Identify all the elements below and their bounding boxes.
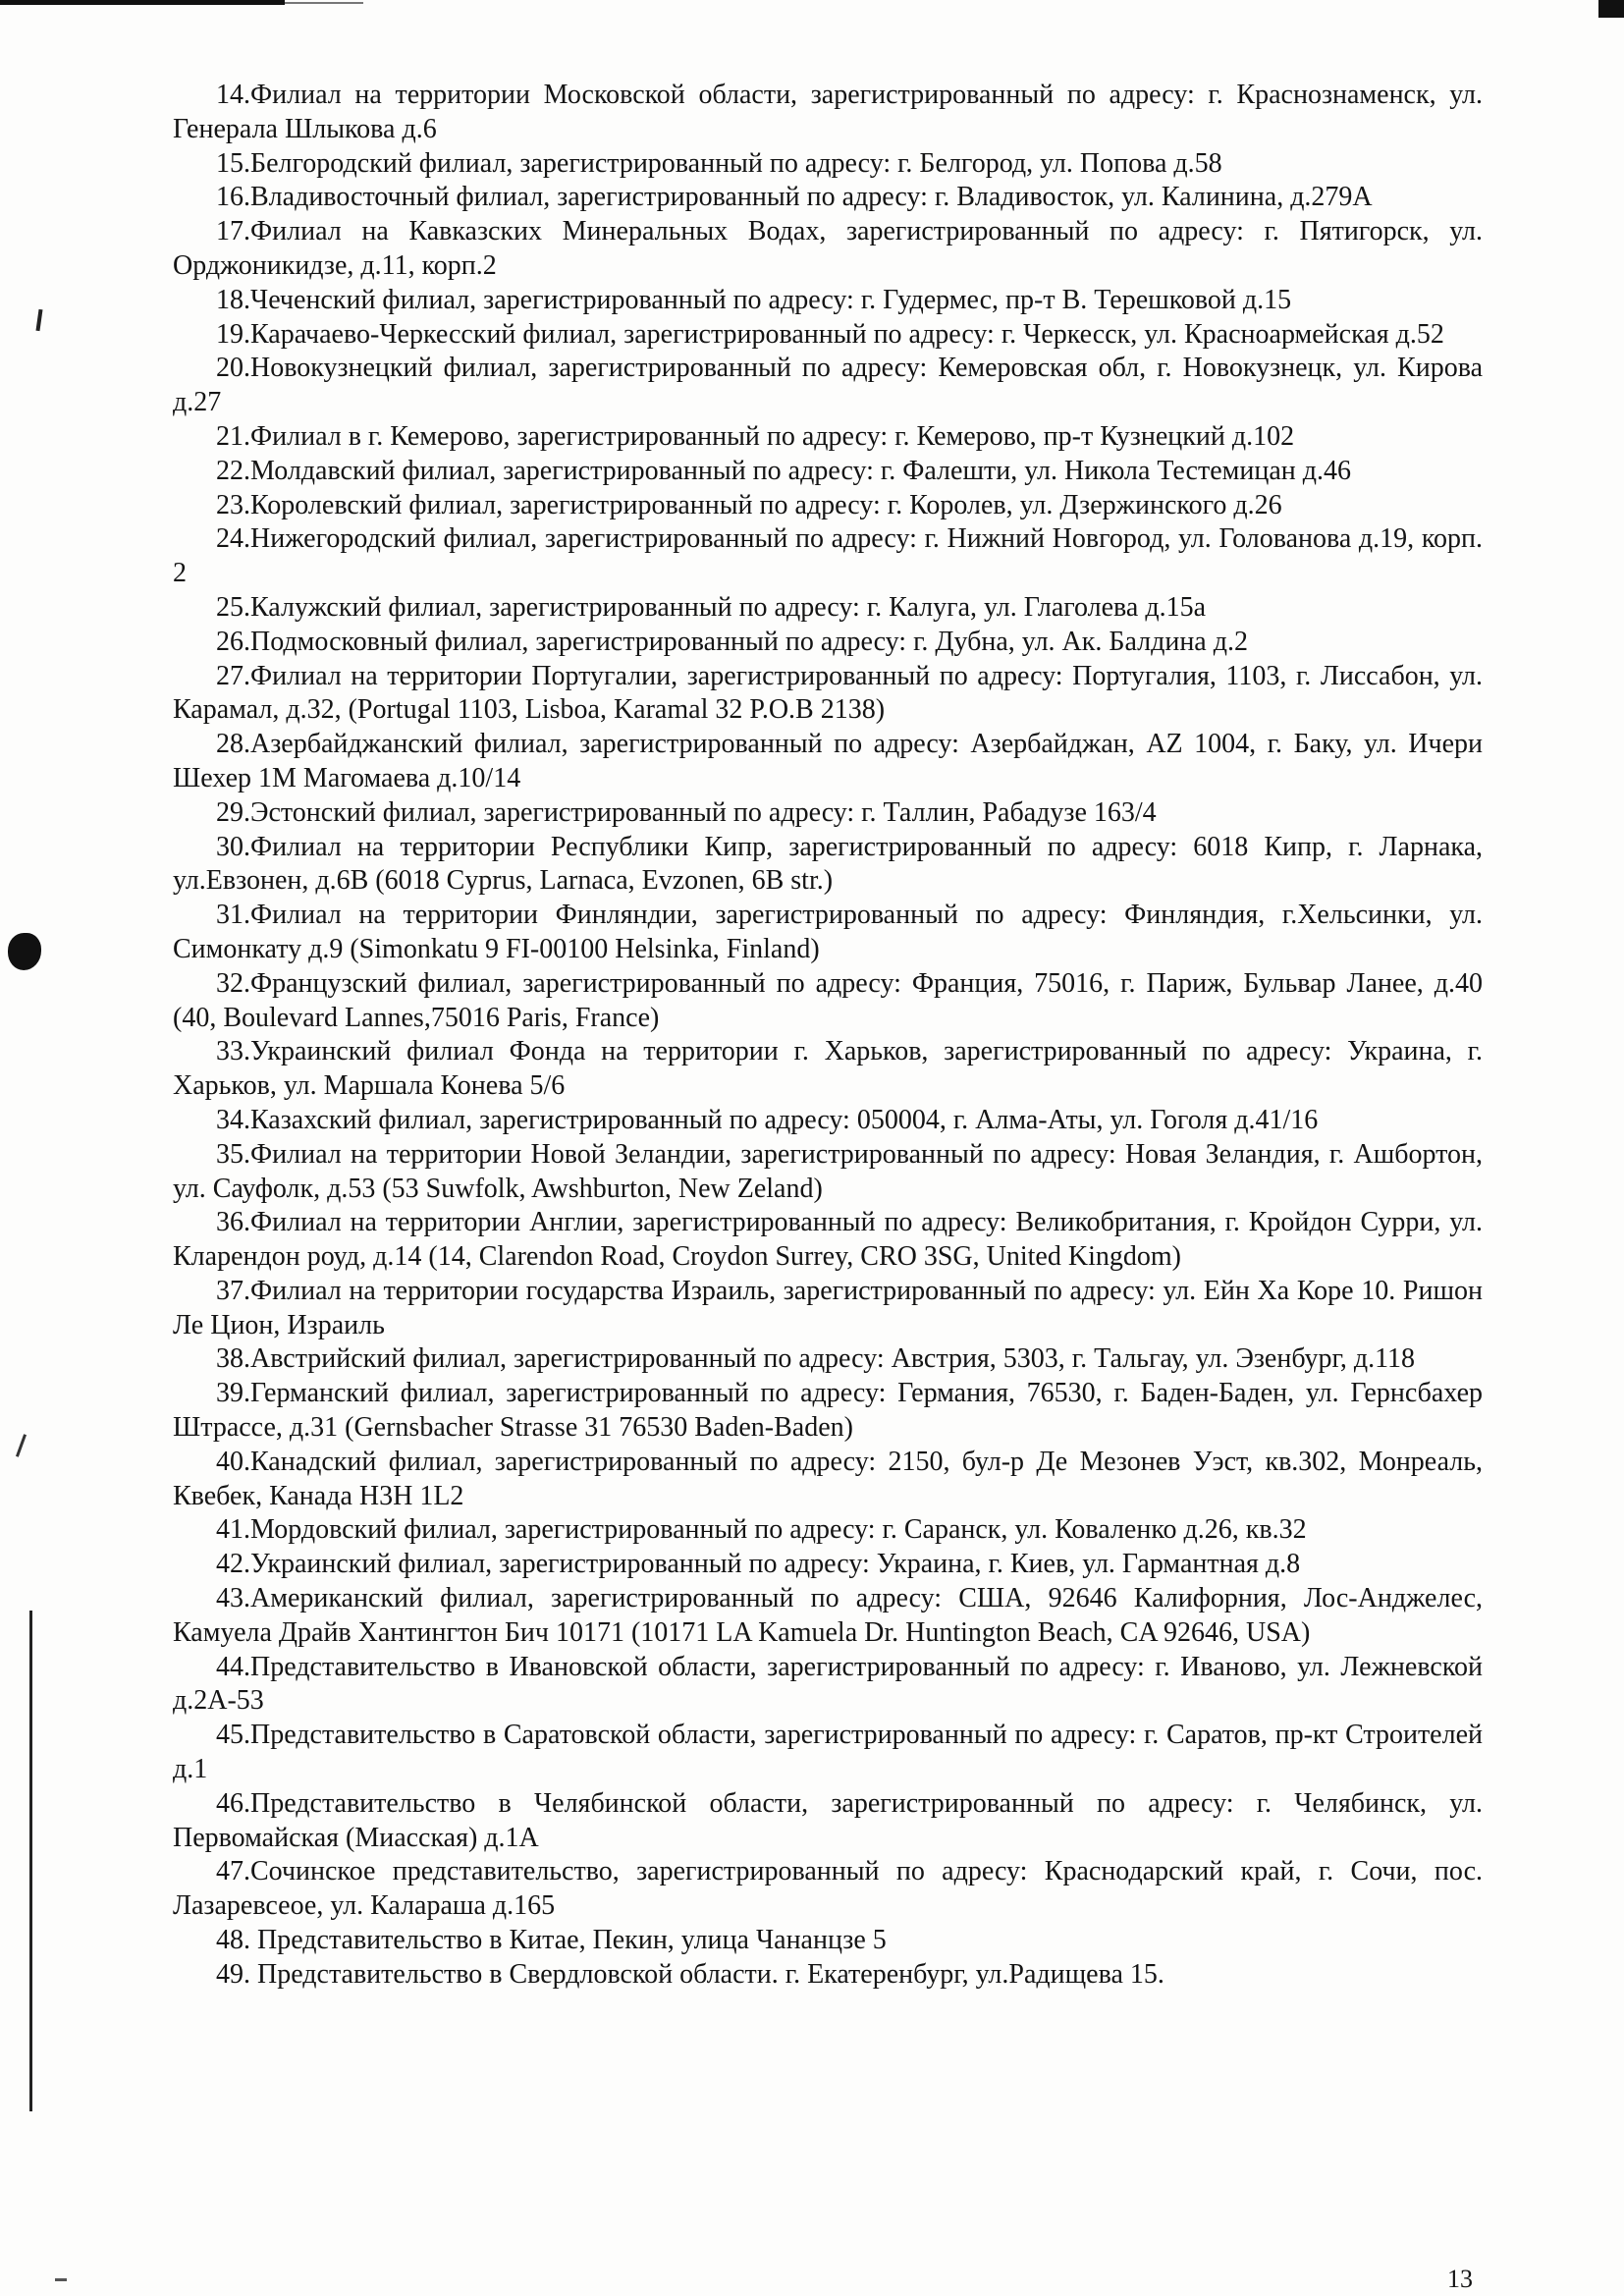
list-item: 38.Австрийский филиал, зарегистрированный по адресу: Австрия, 5303, г. Тальгау, ул. Эзенбург, д.118 <box>216 1343 1416 1375</box>
scan-corner-mark <box>1598 0 1624 18</box>
list-item: 45.Представительство в Саратовской области, зарегистрированный по адресу: г. Саратов, пр-кт Строителей д.1 <box>173 1720 1483 1785</box>
list-item: 31.Филиал на территории Финляндии, зарегистрированный по адресу: Финляндия, г.Хельсинки, ул. Симонкату д.9 (Simonkatu 9 FI-00100 Helsinka, Finland) <box>173 900 1483 964</box>
scan-margin-mark <box>55 2278 67 2281</box>
list-item: 44.Представительство в Ивановской области, зарегистрированный по адресу: г. Иваново, ул. Лежневской д.2А-53 <box>173 1651 1483 1717</box>
scan-top-rule <box>0 0 285 5</box>
list-item: 37.Филиал на территории государства Израиль, зарегистрированный по адресу: ул. Ейн Ха Коре 10. Ришон Ле Цион, Израиль <box>173 1275 1483 1340</box>
list-item: 24.Нижегородский филиал, зарегистрированный по адресу: г. Нижний Новгород, ул. Голованова д.19, корп. 2 <box>173 523 1483 589</box>
list-item: 47.Сочинское представительство, зарегистрированный по адресу: Краснодарский край, г. Сочи, пос. Лазаревсеое, ул. Калараша д.165 <box>173 1856 1483 1922</box>
list-item: 29.Эстонский филиал, зарегистрированный по адресу: г. Таллин, Рабадузе 163/4 <box>216 796 1157 828</box>
list-item: 39.Германский филиал, зарегистрированный по адресу: Германия, 76530, г. Баден-Баден, ул. Гернсбахер Штрассе, д.31 (Gernsbacher Strasse 31 76530 Baden-Baden) <box>173 1378 1483 1444</box>
scan-top-rule-tail <box>285 2 363 4</box>
list-item: 23.Королевский филиал, зарегистрированный по адресу: г. Королев, ул. Дзержинского д.26 <box>216 489 1282 520</box>
list-item: 19.Карачаево-Черкесский филиал, зарегистрированный по адресу: г. Черкесск, ул. Красноармейская д.52 <box>216 318 1444 350</box>
list-item: 18.Чеченский филиал, зарегистрированный по адресу: г. Гудермес, пр-т В. Терешковой д.15 <box>216 284 1292 315</box>
list-item: 49. Представительство в Свердловской области. г. Екатеренбург, ул.Радищева 15. <box>216 1958 1164 1990</box>
hole-punch-mark <box>8 933 41 970</box>
list-item: 48. Представительство в Китае, Пекин, улица Чананцзе 5 <box>216 1925 887 1956</box>
list-item: 27.Филиал на территории Португалии, зарегистрированный по адресу: Португалия, 1103, г. Лиссабон, ул. Карамал, д.32, (Portugal 1103, Lisboa, Karamal 32 P.O.B 2138) <box>173 660 1483 726</box>
list-item: 40.Канадский филиал, зарегистрированный по адресу: 2150, бул-р Де Мезонев Уэст, кв.302, Монреаль, Квебек, Канада H3H 1L2 <box>173 1446 1483 1511</box>
list-item: 15.Белгородский филиал, зарегистрированный по адресу: г. Белгород, ул. Попова д.58 <box>216 147 1222 179</box>
branch-list <box>173 79 1483 1993</box>
scan-margin-line <box>29 1611 32 2111</box>
scan-margin-mark <box>16 1434 27 1457</box>
list-item: 42.Украинский филиал, зарегистрированный по адресу: Украина, г. Киев, ул. Гармантная д.8 <box>216 1549 1301 1580</box>
list-item: 14.Филиал на территории Московской области, зарегистрированный по адресу: г. Краснознаменск, ул. Генерала Шлыкова д.6 <box>173 80 1483 144</box>
page-number: 13 <box>1447 2265 1473 2293</box>
list-item: 30.Филиал на территории Республики Кипр, зарегистрированный по адресу: 6018 Кипр, г. Ларнака, ул.Евзонен, д.6В (6018 Cyprus, Larnaca, Evzonen, 6B str.) <box>173 831 1483 897</box>
list-item: 34.Казахский филиал, зарегистрированный по адресу: 050004, г. Алма-Аты, ул. Гоголя д.41/16 <box>216 1104 1319 1135</box>
list-item: 20.Новокузнецкий филиал, зарегистрированный по адресу: Кемеровская обл, г. Новокузнецк, ул. Кирова д.27 <box>173 353 1483 418</box>
list-item: 21.Филиал в г. Кемерово, зарегистрированный по адресу: г. Кемерово, пр-т Кузнецкий д.102 <box>216 420 1295 452</box>
list-item: 16.Владивосточный филиал, зарегистрированный по адресу: г. Владивосток, ул. Калинина, д.279А <box>216 182 1373 213</box>
list-item: 41.Мордовский филиал, зарегистрированный по адресу: г. Саранск, ул. Коваленко д.26, кв.32 <box>216 1514 1307 1546</box>
list-item: 22.Молдавский филиал, зарегистрированный по адресу: г. Фалешти, ул. Никола Тестемицан д.46 <box>216 455 1351 486</box>
list-item: 33.Украинский филиал Фонда на территории г. Харьков, зарегистрированный по адресу: Украина, г. Харьков, ул. Маршала Конева 5/6 <box>173 1036 1483 1102</box>
list-item: 17.Филиал на Кавказских Минеральных Водах, зарегистрированный по адресу: г. Пятигорск, ул. Орджоникидзе, д.11, корп.2 <box>173 216 1483 281</box>
list-item: 25.Калужский филиал, зарегистрированный по адресу: г. Калуга, ул. Глаголева д.15а <box>216 591 1207 623</box>
list-item: 28.Азербайджанский филиал, зарегистрированный по адресу: Азербайджан, AZ 1004, г. Баку, ул. Ичери Шехер 1М Магомаева д.10/14 <box>173 729 1483 793</box>
scan-margin-mark <box>35 309 42 331</box>
list-item: 36.Филиал на территории Англии, зарегистрированный по адресу: Великобритания, г. Кройдон Сурри, ул. Кларендон роуд, д.14 (14, Clarendon Road, Croydon Surrey, CRO 3SG, United Kingdom) <box>173 1207 1483 1273</box>
list-item: 26.Подмосковный филиал, зарегистрированный по адресу: г. Дубна, ул. Ак. Балдина д.2 <box>216 626 1248 657</box>
list-item: 46.Представительство в Челябинской области, зарегистрированный по адресу: г. Челябинск, ул. Первомайская (Миасская) д.1А <box>173 1787 1483 1853</box>
list-item: 43.Американский филиал, зарегистрированный по адресу: США, 92646 Калифорния, Лос-Анджелес, Камуела Драйв Хантингтон Бич 10171 (10171 LA Kamuela Dr. Huntington Beach, CA 92646, USA) <box>173 1583 1483 1648</box>
list-item: 32.Французский филиал, зарегистрированный по адресу: Франция, 75016, г. Париж, Бульвар Ланее, д.40 (40, Boulevard Lannes,75016 Paris, France) <box>173 967 1483 1033</box>
list-item: 35.Филиал на территории Новой Зеландии, зарегистрированный по адресу: Новая Зеландия, г. Ашбортон, ул. Cауфолк, д.53 (53 Suwfolk, Awshburton, New Zeland) <box>173 1138 1483 1204</box>
